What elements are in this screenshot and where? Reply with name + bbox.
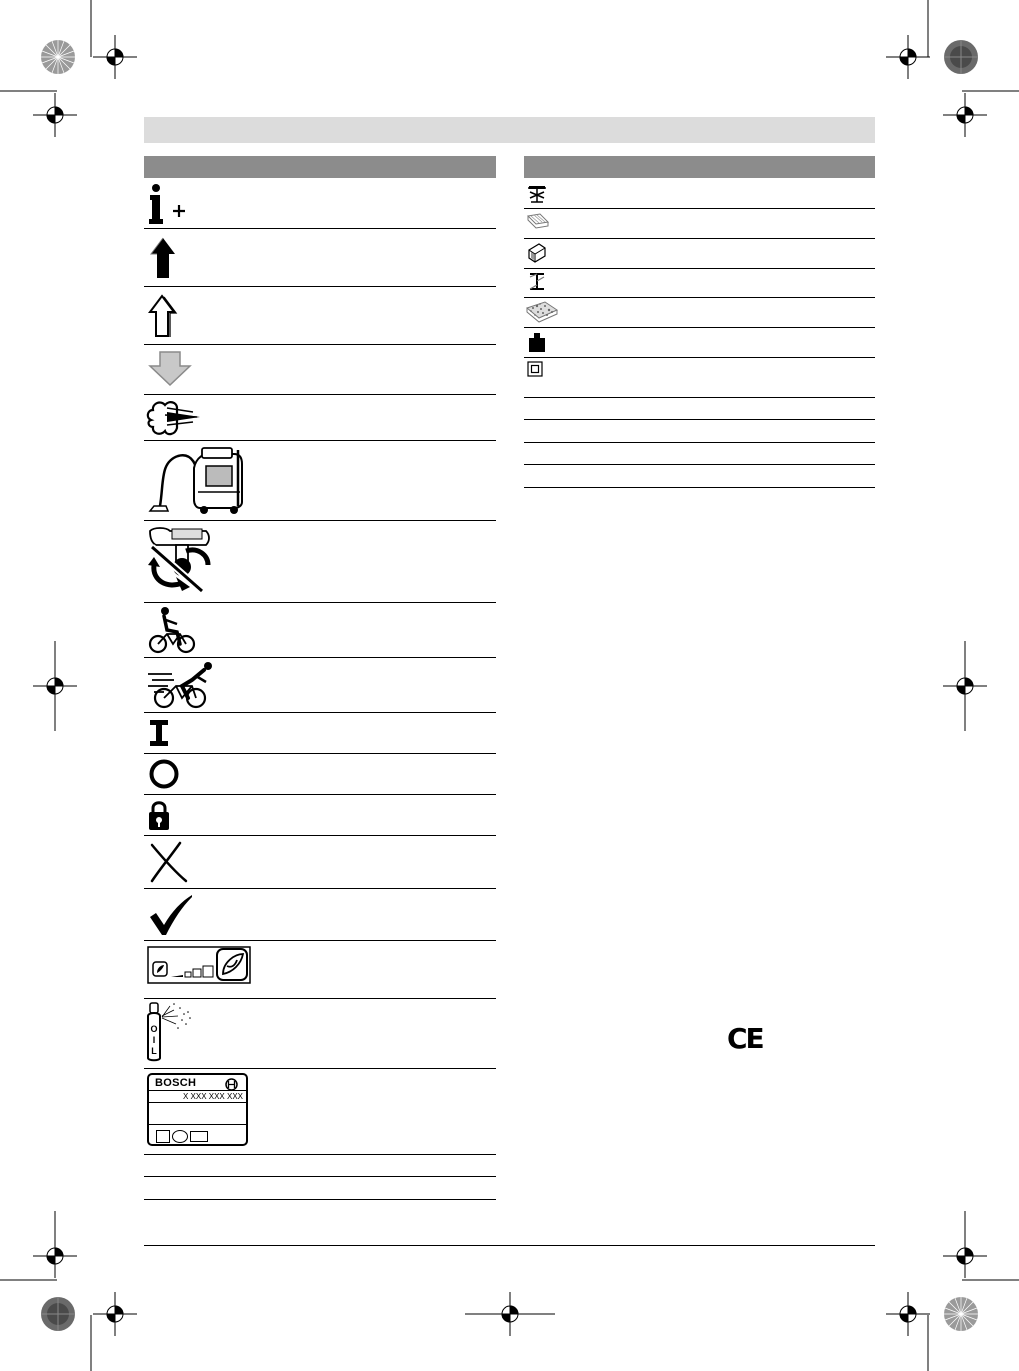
type-plate-circle bbox=[172, 1130, 188, 1143]
svg-text:O: O bbox=[150, 1024, 158, 1034]
row-divider bbox=[144, 286, 496, 287]
power-on-icon bbox=[148, 718, 170, 748]
page-header-band bbox=[144, 117, 875, 143]
up-arrow-filled-icon bbox=[148, 236, 178, 280]
slow-cyclist-icon bbox=[147, 606, 197, 654]
steel-beam-icon bbox=[526, 182, 548, 204]
ce-mark: CE bbox=[727, 1022, 763, 1055]
blower-icon bbox=[145, 398, 203, 438]
row-divider bbox=[144, 344, 496, 345]
row-divider bbox=[524, 268, 875, 269]
type-plate-line bbox=[149, 1124, 246, 1125]
row-divider bbox=[524, 442, 875, 443]
masonry-icon bbox=[525, 300, 559, 324]
type-plate-icon bbox=[147, 1073, 248, 1146]
right-column-header bbox=[524, 156, 875, 178]
row-divider bbox=[524, 464, 875, 465]
no-rotation-icon bbox=[146, 525, 214, 595]
type-plate-rect bbox=[190, 1131, 208, 1142]
row-divider bbox=[144, 1068, 496, 1069]
row-divider bbox=[144, 520, 496, 521]
fast-cyclist-icon bbox=[146, 660, 214, 710]
row-divider bbox=[144, 888, 496, 889]
row-divider bbox=[524, 297, 875, 298]
power-off-icon bbox=[148, 758, 180, 790]
down-arrow-grey-icon bbox=[148, 351, 192, 387]
type-plate-line bbox=[149, 1102, 246, 1103]
svg-text:I: I bbox=[152, 1035, 156, 1045]
row-divider bbox=[144, 1176, 496, 1177]
vacuum-cleaner-icon bbox=[146, 444, 246, 516]
lock-icon bbox=[148, 799, 170, 831]
row-divider bbox=[144, 228, 496, 229]
check-icon bbox=[148, 893, 194, 937]
row-divider bbox=[144, 394, 496, 395]
row-divider bbox=[144, 602, 496, 603]
weight-icon bbox=[527, 331, 547, 353]
row-divider bbox=[524, 357, 875, 358]
metal-plate-icon bbox=[527, 242, 547, 264]
row-divider bbox=[524, 487, 875, 488]
protection-class-icon bbox=[527, 361, 543, 377]
type-plate-brand: BOSCH bbox=[155, 1077, 197, 1089]
row-divider bbox=[144, 794, 496, 795]
row-divider bbox=[144, 657, 496, 658]
row-divider bbox=[524, 208, 875, 209]
information-plus-icon bbox=[147, 183, 187, 225]
type-plate-number: X XXX XXX XXX bbox=[182, 1092, 243, 1101]
row-divider bbox=[144, 998, 496, 999]
row-divider bbox=[144, 1199, 496, 1200]
row-divider bbox=[524, 327, 875, 328]
row-divider bbox=[524, 419, 875, 420]
tile-icon bbox=[526, 212, 550, 234]
left-column-header bbox=[144, 156, 496, 178]
row-divider bbox=[524, 397, 875, 398]
metal-profile-icon bbox=[527, 271, 547, 293]
speed-selector-icon bbox=[147, 946, 251, 984]
oil-spray-icon bbox=[146, 1002, 194, 1062]
type-plate-line bbox=[149, 1090, 246, 1091]
row-divider bbox=[144, 835, 496, 836]
row-divider bbox=[144, 440, 496, 441]
row-divider bbox=[144, 1154, 496, 1155]
row-divider bbox=[144, 940, 496, 941]
up-arrow-outline-icon bbox=[148, 294, 178, 338]
type-plate-square bbox=[156, 1130, 170, 1143]
row-divider bbox=[144, 712, 496, 713]
row-divider bbox=[524, 238, 875, 239]
cross-icon bbox=[148, 841, 188, 883]
svg-text:L: L bbox=[151, 1046, 157, 1056]
footer-rule bbox=[144, 1245, 875, 1246]
row-divider bbox=[144, 753, 496, 754]
